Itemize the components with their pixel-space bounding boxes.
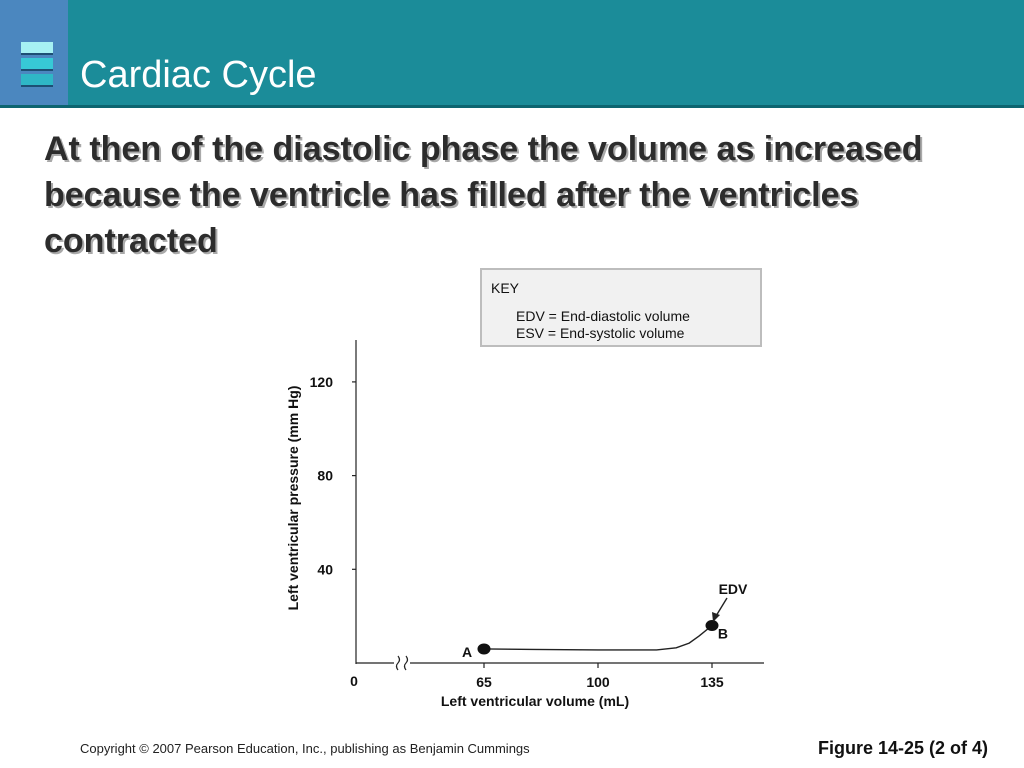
pv-loop-series-line	[484, 626, 712, 650]
marker-point-a	[478, 643, 491, 654]
edv-annotation-arrow	[712, 598, 727, 622]
key-edv-entry: EDV = End-diastolic volume	[516, 308, 690, 324]
x-tick-label: 100	[586, 674, 610, 690]
marker-point-b	[705, 620, 718, 631]
key-title: KEY	[491, 280, 520, 296]
edv-annotation: EDV	[718, 581, 748, 597]
y-tick-label: 120	[309, 373, 333, 390]
x-tick-label: 0	[350, 673, 358, 689]
x-tick-label: 135	[700, 674, 724, 690]
key-esv-entry: ESV = End-systolic volume	[516, 325, 685, 341]
y-axis-label: Left ventricular pressure (mm Hg)	[285, 385, 301, 611]
slide-subtitle: At then of the diastolic phase the volume as increased because the ventricle has filled after the ventricles contracted	[44, 130, 923, 260]
point-markers	[462, 620, 728, 660]
x-axis-break	[394, 656, 410, 670]
y-tick-label: 80	[317, 467, 333, 484]
x-tick-label: 65	[476, 674, 492, 690]
x-axis-label: Left ventricular volume (mL)	[440, 693, 630, 709]
slide-title: Cardiac Cycle	[80, 54, 317, 96]
marker-label-b: B	[717, 625, 729, 642]
copyright-notice: Copyright © 2007 Pearson Education, Inc., publishing as Benjamin Cummings	[80, 741, 530, 756]
y-tick-label: 40	[317, 561, 333, 578]
figure-label: Figure 14-25 (2 of 4)	[817, 738, 988, 758]
y-ticks	[310, 374, 356, 577]
marker-label-a: A	[461, 643, 473, 660]
